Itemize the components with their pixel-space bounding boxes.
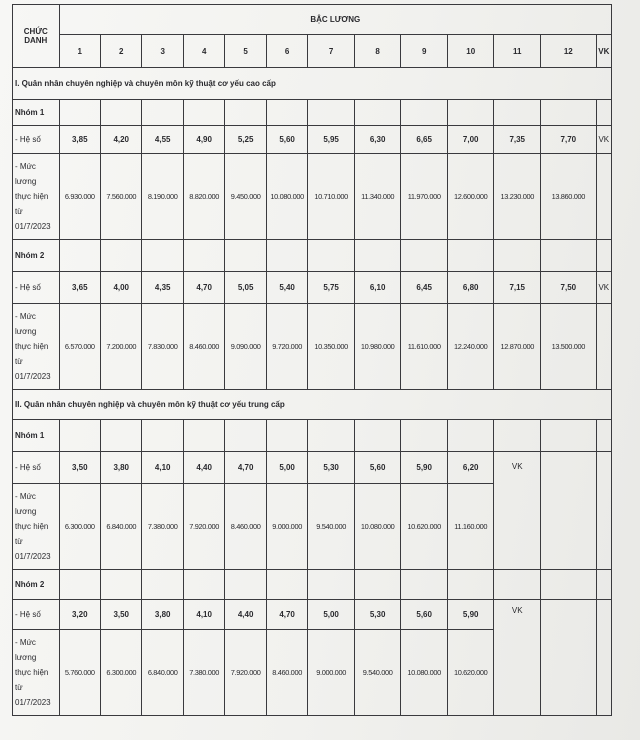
salary-row <box>13 304 612 390</box>
salary-cell: 11.970.000 <box>401 154 448 240</box>
salary-row <box>13 154 612 240</box>
group-name: Nhóm 1 <box>13 420 60 452</box>
header-steps-row <box>13 35 612 68</box>
coef-cell: 6,80 <box>447 272 494 304</box>
salary-cell: 8.460.000 <box>225 484 266 570</box>
coef-cell: 4,10 <box>183 600 224 630</box>
coef-cell: 6,30 <box>354 126 401 154</box>
coef-cell: 6,45 <box>401 272 448 304</box>
coef-cell: 4,70 <box>225 452 266 484</box>
coef-cell: 3,80 <box>142 600 183 630</box>
coef-cell: 3,50 <box>101 600 142 630</box>
vk-cell: VK <box>494 600 541 716</box>
salary-cell: 7.380.000 <box>142 484 183 570</box>
empty-cell <box>541 600 597 716</box>
coef-cell: 3,20 <box>59 600 100 630</box>
salary-cell: 6.300.000 <box>59 484 100 570</box>
salary-table <box>12 4 612 716</box>
step-header: 1 <box>59 35 100 68</box>
coef-cell: 5,30 <box>308 452 355 484</box>
coef-cell: 5,25 <box>225 126 266 154</box>
section-row <box>13 68 612 100</box>
salary-cell: 10.080.000 <box>401 630 448 716</box>
salary-label: - Mức lương thực hiện từ 01/7/2023 <box>13 154 60 240</box>
step-header: 11 <box>494 35 541 68</box>
coef-label: - Hệ số <box>13 272 60 304</box>
salary-cell: 11.610.000 <box>401 304 448 390</box>
coef-row <box>13 600 612 630</box>
coef-cell: 4,40 <box>183 452 224 484</box>
coef-cell: 3,85 <box>59 126 100 154</box>
coef-cell-vk: VK <box>596 126 611 154</box>
coef-cell: 4,55 <box>142 126 183 154</box>
salary-cell: 6.840.000 <box>101 484 142 570</box>
coef-cell: 5,90 <box>447 600 494 630</box>
coef-cell: 4,70 <box>183 272 224 304</box>
salary-cell: 13.860.000 <box>541 154 597 240</box>
salary-cell: 10.350.000 <box>308 304 355 390</box>
salary-cell: 9.000.000 <box>308 630 355 716</box>
group-name: Nhóm 2 <box>13 240 60 272</box>
salary-label: - Mức lương thực hiện từ 01/7/2023 <box>13 630 60 716</box>
salary-cell <box>596 304 611 390</box>
group-row <box>13 240 612 272</box>
coef-cell: 7,70 <box>541 126 597 154</box>
coef-cell: 3,65 <box>59 272 100 304</box>
salary-label: - Mức lương thực hiện từ 01/7/2023 <box>13 304 60 390</box>
step-header: 2 <box>101 35 142 68</box>
salary-cell: 9.540.000 <box>308 484 355 570</box>
step-header: 12 <box>541 35 597 68</box>
step-header: 8 <box>354 35 401 68</box>
coef-cell: 4,90 <box>183 126 224 154</box>
coef-cell: 5,60 <box>354 452 401 484</box>
group-name: Nhóm 2 <box>13 570 60 600</box>
step-header: 3 <box>142 35 183 68</box>
coef-cell: 5,05 <box>225 272 266 304</box>
salary-cell: 10.620.000 <box>401 484 448 570</box>
salary-cell: 10.080.000 <box>354 484 401 570</box>
coef-cell: 5,90 <box>401 452 448 484</box>
coef-cell: 5,75 <box>308 272 355 304</box>
step-header: 9 <box>401 35 448 68</box>
salary-cell: 13.500.000 <box>541 304 597 390</box>
salary-cell: 8.460.000 <box>183 304 224 390</box>
salary-cell: 12.240.000 <box>447 304 494 390</box>
coef-cell: 7,35 <box>494 126 541 154</box>
salary-cell: 10.980.000 <box>354 304 401 390</box>
salary-cell: 10.620.000 <box>447 630 494 716</box>
salary-cell: 6.300.000 <box>101 630 142 716</box>
salary-cell: 9.000.000 <box>266 484 307 570</box>
salary-label: - Mức lương thực hiện từ 01/7/2023 <box>13 484 60 570</box>
step-header: VK <box>596 35 611 68</box>
coef-row <box>13 126 612 154</box>
salary-cell: 6.930.000 <box>59 154 100 240</box>
coef-cell: 3,50 <box>59 452 100 484</box>
salary-cell: 8.820.000 <box>183 154 224 240</box>
salary-cell: 10.710.000 <box>308 154 355 240</box>
step-header: 6 <box>266 35 307 68</box>
salary-cell: 6.840.000 <box>142 630 183 716</box>
coef-cell: 7,50 <box>541 272 597 304</box>
salary-cell: 12.870.000 <box>494 304 541 390</box>
salary-cell: 9.720.000 <box>266 304 307 390</box>
salary-cell: 9.090.000 <box>225 304 266 390</box>
coef-cell: 6,10 <box>354 272 401 304</box>
coef-cell: 4,40 <box>225 600 266 630</box>
salary-cell: 7.380.000 <box>183 630 224 716</box>
coef-cell: 4,10 <box>142 452 183 484</box>
coef-row <box>13 272 612 304</box>
salary-cell: 6.570.000 <box>59 304 100 390</box>
group-name: Nhóm 1 <box>13 100 60 126</box>
salary-cell: 8.190.000 <box>142 154 183 240</box>
coef-cell-vk: VK <box>596 272 611 304</box>
coef-cell: 4,00 <box>101 272 142 304</box>
group-row <box>13 100 612 126</box>
coef-cell: 5,00 <box>308 600 355 630</box>
coef-cell: 5,40 <box>266 272 307 304</box>
coef-cell: 5,30 <box>354 600 401 630</box>
coef-cell: 4,35 <box>142 272 183 304</box>
section-title: I. Quân nhân chuyên nghiệp và chuyên môn kỹ thuật cơ yếu cao cấp <box>13 68 612 100</box>
coef-cell: 5,60 <box>401 600 448 630</box>
salary-cell: 9.540.000 <box>354 630 401 716</box>
group-row <box>13 570 612 600</box>
salary-cell: 7.200.000 <box>101 304 142 390</box>
step-header: 4 <box>183 35 224 68</box>
empty-cell <box>541 452 597 570</box>
bac-luong-header: BẬC LƯƠNG <box>59 5 611 35</box>
coef-cell: 3,80 <box>101 452 142 484</box>
salary-cell: 8.460.000 <box>266 630 307 716</box>
coef-cell: 7,15 <box>494 272 541 304</box>
salary-cell: 5.760.000 <box>59 630 100 716</box>
salary-cell: 11.160.000 <box>447 484 494 570</box>
coef-label: - Hệ số <box>13 452 60 484</box>
salary-cell: 9.450.000 <box>225 154 266 240</box>
salary-cell: 7.830.000 <box>142 304 183 390</box>
salary-cell <box>596 154 611 240</box>
coef-cell: 6,20 <box>447 452 494 484</box>
empty-cell <box>596 600 611 716</box>
salary-cell: 7.920.000 <box>225 630 266 716</box>
salary-cell: 10.080.000 <box>266 154 307 240</box>
coef-label: - Hệ số <box>13 600 60 630</box>
vk-cell: VK <box>494 452 541 570</box>
coef-label: - Hệ số <box>13 126 60 154</box>
chuc-danh-header: CHỨC DANH <box>13 5 60 68</box>
salary-cell: 11.340.000 <box>354 154 401 240</box>
coef-cell: 6,65 <box>401 126 448 154</box>
coef-cell: 4,20 <box>101 126 142 154</box>
coef-cell: 5,60 <box>266 126 307 154</box>
group-row <box>13 420 612 452</box>
salary-cell: 7.920.000 <box>183 484 224 570</box>
header-row-top <box>13 5 612 35</box>
step-header: 5 <box>225 35 266 68</box>
step-header: 7 <box>308 35 355 68</box>
coef-cell: 4,70 <box>266 600 307 630</box>
coef-cell: 7,00 <box>447 126 494 154</box>
section-row <box>13 390 612 420</box>
salary-cell: 12.600.000 <box>447 154 494 240</box>
step-header: 10 <box>447 35 494 68</box>
coef-cell: 5,00 <box>266 452 307 484</box>
coef-row <box>13 452 612 484</box>
empty-cell <box>596 452 611 570</box>
section-title: II. Quân nhân chuyên nghiệp và chuyên môn kỹ thuật cơ yếu trung cấp <box>13 390 612 420</box>
coef-cell: 5,95 <box>308 126 355 154</box>
salary-cell: 13.230.000 <box>494 154 541 240</box>
salary-cell: 7.560.000 <box>101 154 142 240</box>
